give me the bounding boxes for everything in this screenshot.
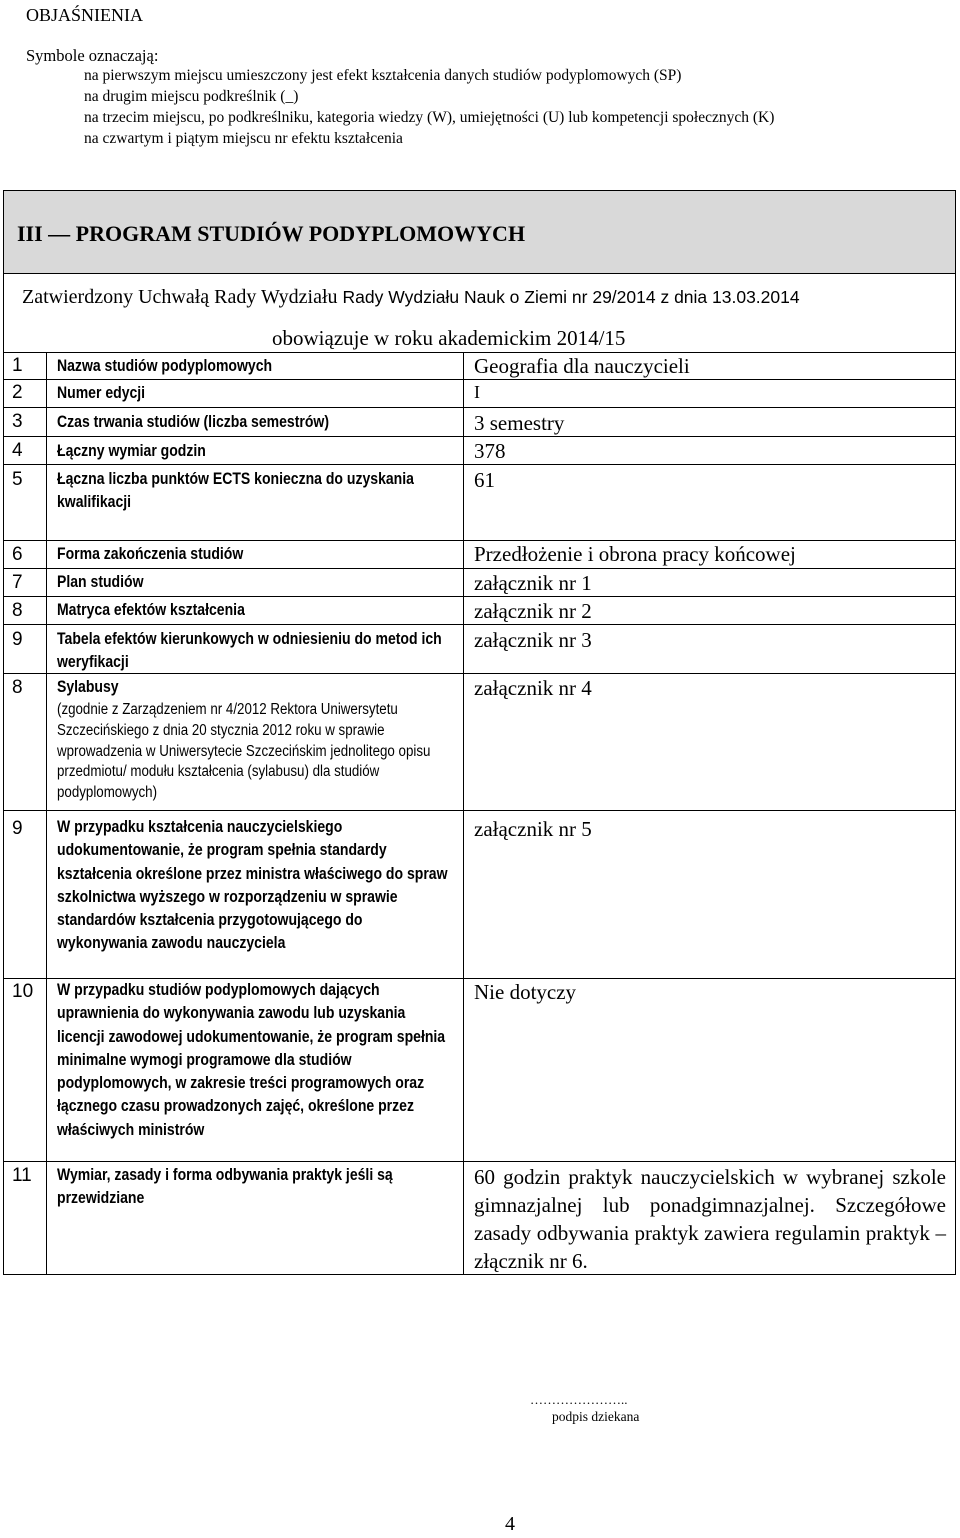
symbol-line: na pierwszym miejscu umieszczony jest efekt kształcenia danych studiów podyplomowych (SP): [84, 67, 682, 84]
page-heading: OBJAŚNIENIA: [26, 5, 143, 25]
row-value: Nie dotyczy: [474, 980, 577, 1004]
row-number: 8: [12, 677, 23, 698]
row-number: 9: [12, 818, 23, 839]
approval-line: [22, 286, 800, 309]
row-label: Sylabusy: [57, 678, 119, 696]
row-value: 61: [474, 468, 495, 492]
row-label: Nazwa studiów podyplomowych: [57, 357, 273, 375]
row-divider: [3, 540, 956, 541]
approval-body: Rady Wydziału Nauk o Ziemi nr 29/2014 z dnia 13.03.2014: [342, 287, 800, 307]
row-value: 378: [474, 439, 506, 463]
signature-dots: …………………..: [530, 1392, 628, 1407]
row-label: Wymiar, zasady i forma odbywania praktyk jeśli są przewidziane: [57, 1166, 393, 1208]
row-divider: [3, 624, 956, 625]
row-number: 10: [12, 981, 34, 1002]
row-divider: [3, 407, 956, 408]
column-divider: [46, 352, 47, 1275]
row-divider: [3, 596, 956, 597]
approval-prefix: Zatwierdzony Uchwałą Rady Wydziału: [22, 286, 338, 308]
row-note: (zgodnie z Zarządzeniem nr 4/2012 Rektora Uniwersytetu Szczecińskiego z dnia 20 stycznia 2012 roku w sprawie wprowadzenia w Uniwersytecie Szczecińskim jednolitego opisu przedmiotu/ modułu kształcenia (sylabusu) dla studiów podyplomowych): [57, 701, 431, 802]
signature-label: podpis dziekana: [552, 1409, 640, 1424]
row-value: załącznik nr 4: [474, 676, 592, 700]
row-label: Czas trwania studiów (liczba semestrów): [57, 413, 329, 431]
row-value: załącznik nr 1: [474, 571, 592, 595]
row-number: 2: [12, 382, 23, 403]
row-divider: [3, 810, 956, 811]
row-value: 3 semestry: [474, 411, 565, 435]
row-number: 5: [12, 469, 23, 490]
row-value: 60 godzin praktyk nauczycielskich w wybranej szkole gimnazjalnej lub ponadgimnazjalnej. Szczegółowe zasady odbywania praktyk zawiera regulamin praktyk – złącznik nr 6.: [474, 1165, 946, 1273]
row-value: załącznik nr 5: [474, 817, 592, 841]
row-label: Matryca efektów kształcenia: [57, 601, 245, 619]
row-divider: [3, 379, 956, 380]
row-value: załącznik nr 2: [474, 599, 592, 623]
row-divider: [3, 352, 956, 353]
program-title: III — PROGRAM STUDIÓW PODYPLOMOWYCH: [17, 221, 526, 246]
page-number: 4: [505, 1513, 515, 1535]
symbol-line: na drugim miejscu podkreślnik (_): [84, 88, 299, 105]
symbols-intro: Symbole oznaczają:: [26, 46, 159, 65]
row-divider: [3, 464, 956, 465]
row-label: Forma zakończenia studiów: [57, 545, 244, 563]
row-divider: [3, 1161, 956, 1162]
row-divider: [3, 436, 956, 437]
academic-year: obowiązuje w roku akademickim 2014/15: [272, 326, 626, 350]
row-label: W przypadku kształcenia nauczycielskiego udokumentowanie, że program spełnia standardy kształcenia określone przez ministra właściwego do spraw szkolnictwa wyższego w rozporządzeniu w sprawie standardów kształcenia przygotowującego do wykonywania zawodu nauczyciela: [57, 818, 448, 953]
row-label: Łączna liczba punktów ECTS konieczna do uzyskania kwalifikacji: [57, 470, 414, 512]
row-number: 11: [12, 1165, 32, 1186]
row-label: Numer edycji: [57, 384, 146, 402]
row-label: Plan studiów: [57, 573, 144, 591]
row-label: W przypadku studiów podyplomowych dających uprawnienia do wykonywania zawodu lub uzyskania licencji zawodowej udokumentowanie, że program spełnia minimalne wymogi programowe dla studiów podyplomowych, w zakresie treści programowych oraz łącznego czasu prowadzonych zajęć, określone przez właściwych ministrów: [57, 981, 446, 1139]
row-number: 7: [12, 572, 23, 593]
row-number: 3: [12, 411, 23, 432]
row-divider: [3, 568, 956, 569]
row-value: Geografia dla nauczycieli: [474, 354, 690, 378]
row-value: I: [474, 382, 480, 402]
row-number: 8: [12, 600, 23, 621]
symbol-line: na czwartym i piątym miejscu nr efektu kształcenia: [84, 130, 403, 147]
symbol-line: na trzecim miejscu, po podkreślniku, kategoria wiedzy (W), umiejętności (U) lub kompetencji społecznych (K): [84, 109, 775, 126]
row-number: 6: [12, 544, 23, 565]
row-label: Tabela efektów kierunkowych w odniesieniu do metod ich weryfikacji: [57, 630, 442, 672]
row-number: 1: [12, 355, 23, 376]
row-number: 9: [12, 629, 23, 650]
row-value: Przedłożenie i obrona pracy końcowej: [474, 542, 796, 566]
row-label: Łączny wymiar godzin: [57, 442, 206, 460]
row-value: załącznik nr 3: [474, 628, 592, 652]
column-divider: [463, 352, 464, 1275]
row-number: 4: [12, 440, 23, 461]
